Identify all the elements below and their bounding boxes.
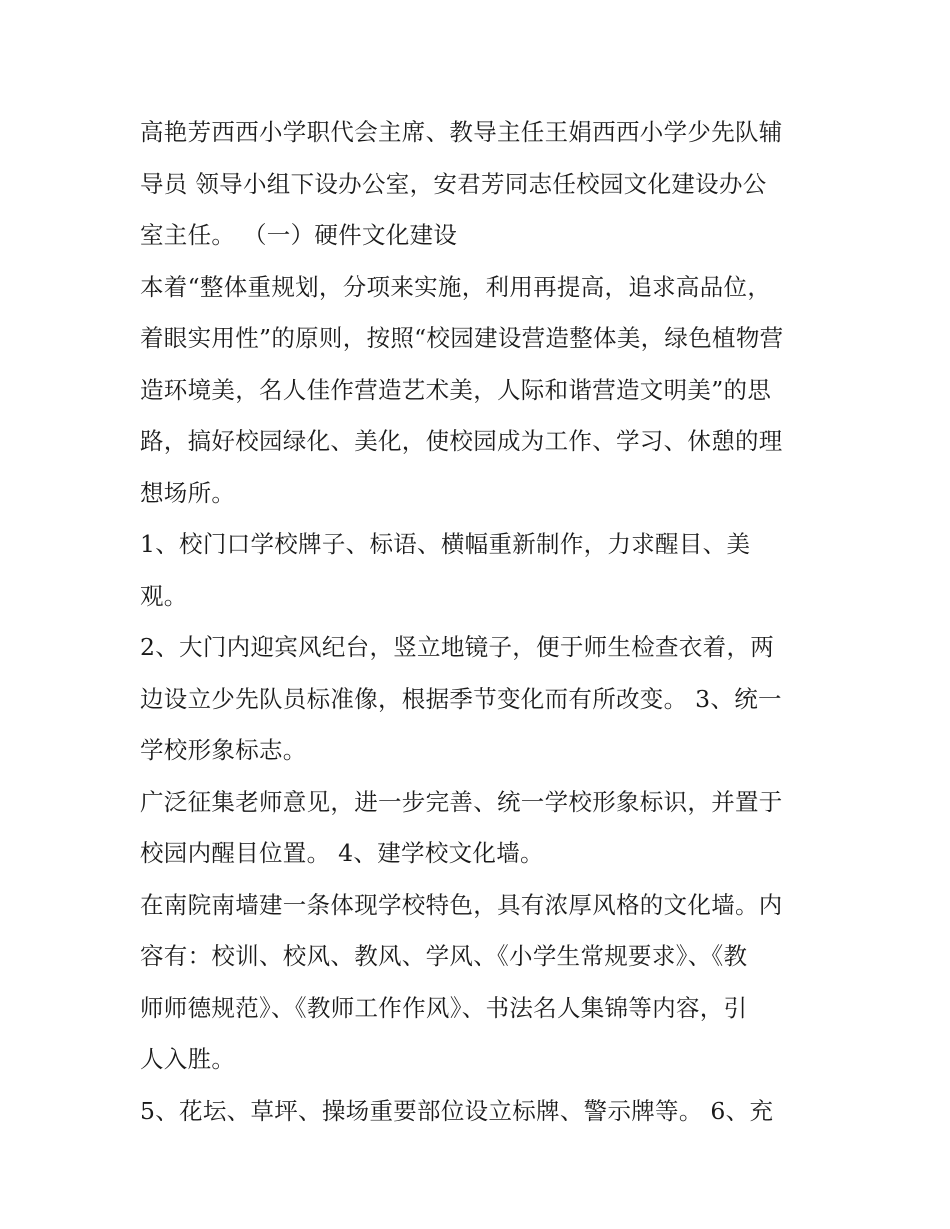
text-line: 着眼实用性”的原则，按照“校园建设营造整体美，绿色植物营 <box>140 324 784 352</box>
text-line: 校园内醒目位置。 4、建学校文化墙。 <box>140 839 544 867</box>
paragraph-item-1 <box>140 519 820 622</box>
paragraph-leadership <box>140 107 820 262</box>
text-line: 导员 领导小组下设办公室，安君芳同志任校园文化建设办公 <box>140 169 767 198</box>
text-line: 观。 <box>140 581 188 610</box>
text-line: 造环境美，名人佳作营造艺术美，人际和谐营造文明美”的思 <box>140 375 772 404</box>
text-line: 1、校门口学校牌子、标语、横幅重新制作，力求醒目、美 <box>140 530 751 558</box>
paragraph-principles <box>140 262 820 520</box>
text-line: 本着“整体重规划，分项来实施，利用再提高，追求高品位， <box>140 272 772 301</box>
text-line: 学校形象标志。 <box>140 736 307 764</box>
text-line: 广泛征集老师意见，进一步完善、统一学校形象标识，并置于 <box>140 787 783 816</box>
text-line: 室主任。 （一）硬件文化建设 <box>140 221 458 249</box>
text-line: 高艳芳西西小学职代会主席、教导主任王娟西西小学少先队辅 <box>140 118 783 146</box>
text-line: 师师德规范》、《教师工作作风》、书法名人集锦等内容，引 <box>140 993 748 1022</box>
text-line: 2、大门内迎宾风纪台，竖立地镜子，便于师生检查衣着，两 <box>140 633 775 661</box>
text-line: 边设立少先队员标准像，根据季节变化而有所改变。 3、统一 <box>140 684 782 713</box>
paragraph-item-5 <box>140 1086 820 1138</box>
paragraph-item-2 <box>140 622 820 777</box>
text-line: 想场所。 <box>140 478 236 507</box>
paragraph-identity <box>140 777 820 880</box>
text-line: 容有：校训、校风、教风、学风、《小学生常规要求》、《教 <box>140 942 748 970</box>
text-line: 5、花坛、草坪、操场重要部位设立标牌、警示牌等。 6、充 <box>140 1096 774 1125</box>
document-body <box>140 107 820 1137</box>
text-line: 路，搞好校园绿化、美化，使校园成为工作、学习、休憩的理 <box>140 427 783 455</box>
paragraph-culture-wall <box>140 880 820 1086</box>
text-line: 人入胜。 <box>140 1045 236 1073</box>
text-line: 在南院南墙建一条体现学校特色，具有浓厚风格的文化墙。内 <box>140 890 783 919</box>
